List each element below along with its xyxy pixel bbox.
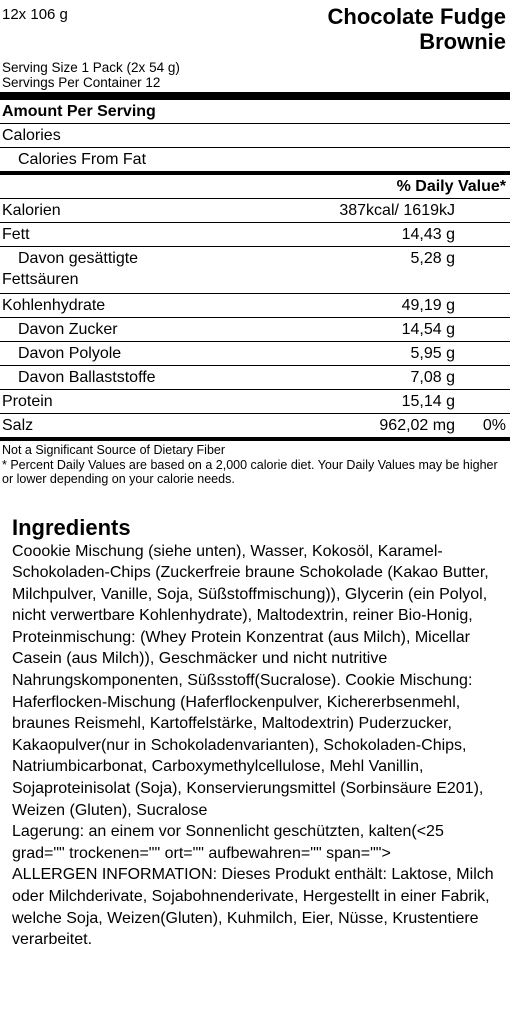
calories-from-fat-row bbox=[0, 148, 510, 171]
nutrient-name: Davon Zucker bbox=[18, 321, 118, 338]
divider-thick bbox=[0, 92, 510, 100]
percent-daily-value-note: * Percent Daily Values are based on a 2,000 calorie diet. Your Daily Values may be higher or lower depending on your calorie needs. bbox=[2, 457, 498, 486]
nutrient-amount: 14,43 g bbox=[401, 226, 455, 243]
nutrient-amount: 15,14 g bbox=[401, 393, 455, 410]
nutrient-name: Davon Ballaststoffe bbox=[18, 369, 156, 386]
nutrient-daily-value: 0% bbox=[482, 417, 506, 434]
nutrient-row bbox=[0, 366, 510, 390]
ingredients-text: Coookie Mischung (siehe unten), Wasser, Kokosöl, Karamel-Schokoladen-Chips (Zuckerfreie braune Schokolade (Kakao Butter, Milchpulver, Vanille, Soja, Süßstoffmischung)), Glycerin (ein Polyol, nicht verwertbare Kohlenhydrate), Maltodextrin, reiner Bio-Honig, Proteinmischung: (Whey Protein Konzentrat (aus Milch), Micellar Casein (aus Milch)), Geschmäcker und nicht nutritive Nahrungskomponenten, Süßsstoff(Sucralose). Cookie Mischung: Haferflocken-Mischung (Haferflockenpulver, Kichererbsenmehl, braunes Reismehl, Kartoffelstärke, Maltodextrin) Puderzucker, Kakaopulver(nur in Schokoladenvarianten), Schokoladen-Chips, Natriumbicarbonat, Carboxymethylcellulose, Mehl Vanillin, Sojaproteinisolat (Soja), Konservierungsmittel (Sorbinsäure E201), Weizen (Gluten), Sucralose Lagerung: an einem vor Sonnenlicht geschützten, kalten(<25 grad="" trockenen="" ort="" aufbewahren="" span=""> ALLERGEN INFORMATION: Dieses Produkt enthält: Laktose, Milch oder Milchderivate, Sojabohnenderivate, Hergestellt in einer Fabrik, welche Soja, Weizen(Gluten), Kuhmilch, Eier, Nüsse, Krustentiere verarbeitet. bbox=[12, 542, 494, 949]
amount-per-serving-row bbox=[0, 100, 510, 124]
nutrient-amount: 387kcal/ 1619kJ bbox=[339, 202, 455, 219]
nutrient-row bbox=[0, 294, 510, 318]
nutrient-row bbox=[0, 247, 510, 294]
serving-size: Serving Size 1 Pack (2x 54 g) bbox=[2, 60, 180, 75]
nutrient-amount: 7,08 g bbox=[410, 369, 455, 386]
pack-size: 12x 106 g bbox=[2, 6, 68, 23]
nutrient-name-text: Davon gesättigte Fettsäuren bbox=[2, 250, 139, 288]
nutrient-name: Kalorien bbox=[2, 202, 61, 219]
nutrient-row bbox=[0, 199, 510, 223]
daily-value-header: % Daily Value* bbox=[396, 178, 506, 195]
nutrient-amount: 14,54 g bbox=[401, 321, 455, 338]
nutrient-amount: 5,95 g bbox=[410, 345, 455, 362]
serving-info bbox=[0, 60, 510, 90]
nutrient-row bbox=[0, 342, 510, 366]
nutrient-amount: 49,19 g bbox=[401, 297, 455, 314]
daily-value-header-row bbox=[0, 175, 510, 199]
nutrient-row bbox=[0, 390, 510, 414]
nutrient-amount: 5,28 g bbox=[410, 250, 455, 267]
amount-per-serving-label: Amount Per Serving bbox=[2, 103, 156, 120]
calories-label: Calories bbox=[2, 127, 61, 144]
label-header bbox=[0, 0, 510, 56]
product-name: Chocolate Fudge Brownie bbox=[327, 4, 506, 54]
nutrient-name: Fett bbox=[2, 226, 30, 243]
nutrient-row bbox=[0, 223, 510, 247]
nutrient-amount: 962,02 mg bbox=[379, 417, 455, 434]
ingredients-title: Ingredients bbox=[12, 514, 131, 540]
calories-from-fat-label: Calories From Fat bbox=[18, 151, 147, 168]
nutrient-name: Protein bbox=[2, 393, 53, 410]
servings-per-container: Servings Per Container 12 bbox=[2, 75, 161, 90]
nutrient-row bbox=[0, 414, 510, 437]
nutrient-row bbox=[0, 318, 510, 342]
nutrient-name: Salz bbox=[2, 417, 34, 434]
nutrient-name: Kohlenhydrate bbox=[2, 297, 106, 314]
not-significant-note: Not a Significant Source of Dietary Fiber bbox=[2, 443, 226, 457]
nutrient-name bbox=[2, 248, 202, 290]
calories-row bbox=[0, 124, 510, 148]
nutrient-name: Davon Polyole bbox=[18, 345, 122, 362]
footnotes bbox=[0, 441, 510, 487]
